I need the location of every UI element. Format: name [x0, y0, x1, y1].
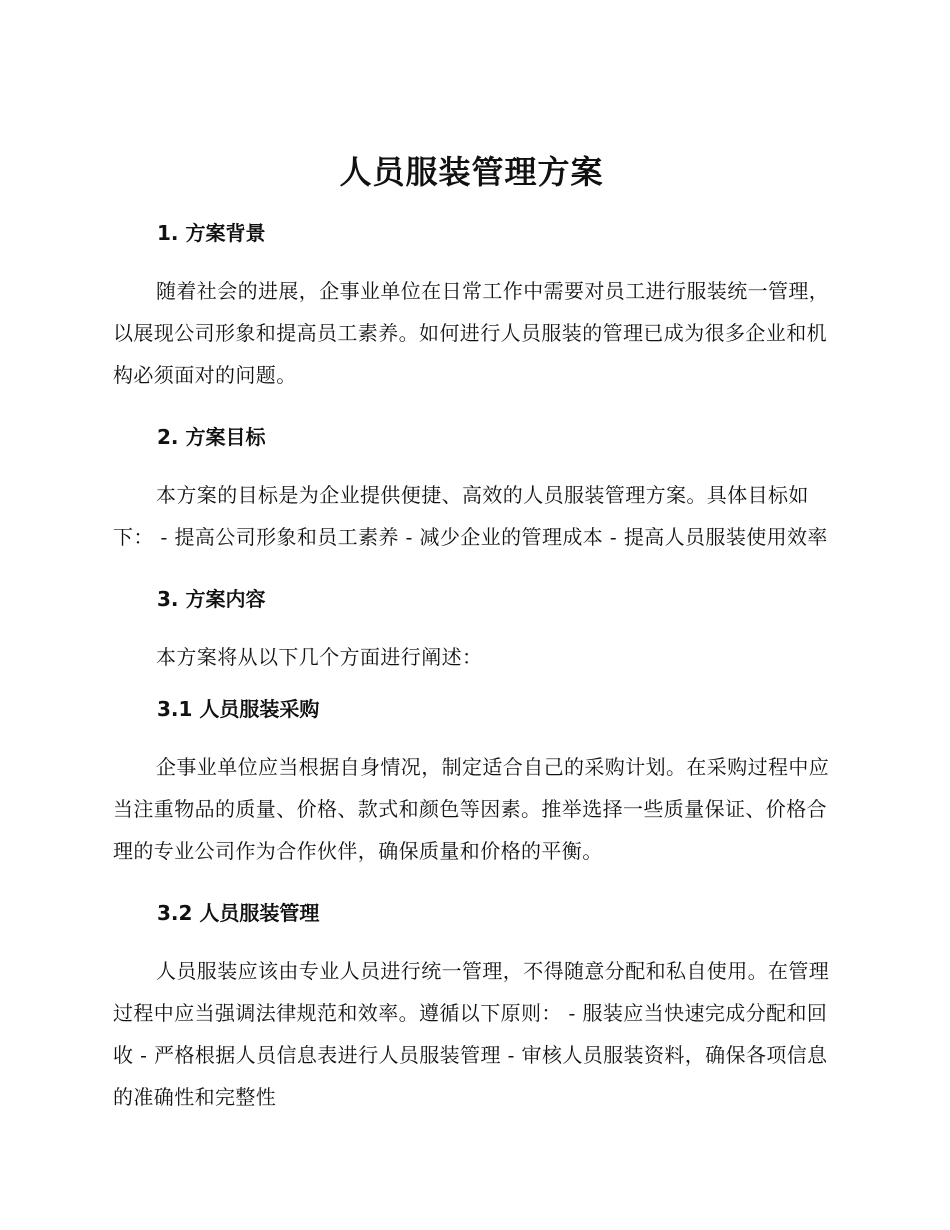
section-heading-background: 1. 方案背景 [157, 221, 266, 245]
section-paragraph-purchasing: 企事业单位应当根据自身情况，制定适合自己的采购计划。在采购过程中应当注重物品的质量、价格、款式和颜色等因素。推举选择一些质量保证、价格合理的专业公司作为合作伙伴，确保质量和价格的平衡。 [113, 755, 830, 863]
section-heading-goals: 2. 方案目标 [157, 425, 266, 449]
section-paragraph-content: 本方案将从以下几个方面进行阐述： [156, 645, 483, 669]
document-title: 人员服装管理方案 [339, 153, 604, 191]
section-paragraph-goals: 本方案的目标是为企业提供便捷、高效的人员服装管理方案。具体目标如下： - 提高公司形象和员工素养 - 减少企业的管理成本 - 提高人员服装使用效率 [113, 483, 828, 549]
section-heading-management: 3.2 人员服装管理 [157, 901, 320, 925]
section-heading-content: 3. 方案内容 [157, 587, 266, 611]
section-heading-purchasing: 3.1 人员服装采购 [157, 697, 320, 721]
section-paragraph-management: 人员服装应该由专业人员进行统一管理，不得随意分配和私自使用。在管理过程中应当强调法律规范和效率。遵循以下原则： - 服装应当快速完成分配和回收 - 严格根据人员信息表进行人员服装管理 - 审核人员服装资料，确保各项信息的准确性和完整性 [113, 959, 830, 1109]
section-paragraph-background: 随着社会的进展，企事业单位在日常工作中需要对员工进行服装统一管理，以展现公司形象和提高员工素养。如何进行人员服装的管理已成为很多企业和机构必须面对的问题。 [113, 279, 830, 387]
